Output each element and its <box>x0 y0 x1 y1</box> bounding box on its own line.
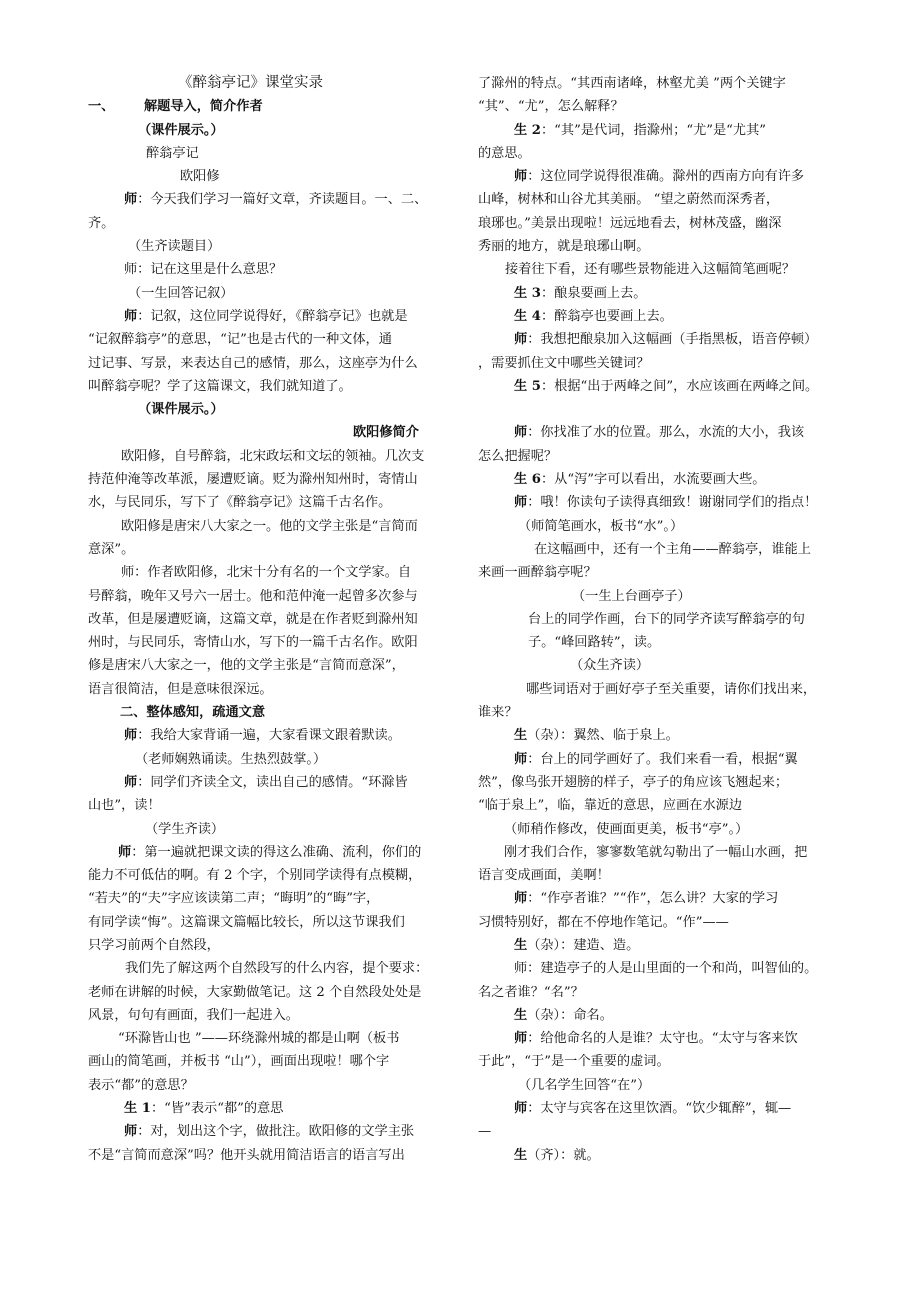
text-line <box>478 631 842 654</box>
line-text: （生齐读题目） <box>128 239 221 255</box>
text-line <box>478 165 842 188</box>
text-line <box>478 1050 842 1073</box>
text-line <box>88 119 440 142</box>
line-text: （几名学生回答“在”） <box>518 1077 651 1093</box>
line-text: （一生上台画亭子） <box>572 588 691 604</box>
text-line <box>88 561 440 584</box>
text-line <box>88 258 440 281</box>
line-text: （一生回答记叙） <box>128 285 234 301</box>
line-text: （齐）：就。 <box>527 1147 600 1163</box>
line-text: （杂）：建造、造。 <box>527 937 640 953</box>
text-line <box>88 957 440 980</box>
speaker-label: 生 4 <box>514 308 541 324</box>
speaker-label: 师 <box>124 774 138 790</box>
speaker-label: 师 <box>514 751 528 767</box>
line-text: 齐。 <box>88 215 115 231</box>
text-line <box>88 1027 440 1050</box>
line-text: （课件展示。） <box>138 402 224 418</box>
speaker-label: 师 <box>124 192 138 208</box>
text-line <box>478 1027 842 1050</box>
speaker-label: 生 2 <box>514 122 541 138</box>
speaker-label: 生 <box>514 937 528 953</box>
line-text: 意深”。 <box>88 541 135 557</box>
speaker-label: 师 <box>118 844 132 860</box>
text-line <box>88 887 440 910</box>
line-text: 语言变成画面，美啊！ <box>478 868 610 884</box>
line-text: 台上的同学作画，台下的同学齐读写醉翁亭的句 <box>528 611 805 627</box>
text-line <box>478 748 842 771</box>
line-text: 表示“都”的意思？ <box>88 1077 194 1093</box>
line-text: 接着往下看，还有哪些景物能进入这幅简笔画呢？ <box>505 262 796 278</box>
speaker-label: 师 <box>514 332 528 348</box>
text-line <box>478 188 842 211</box>
text-line <box>88 794 440 817</box>
line-text: 能力不可低估的啊。有 2 个字，个别同学读得有点模糊， <box>88 868 422 884</box>
line-text: 琅琊也。”美景出现啦！远远地看去，树林茂盛，幽深 <box>478 215 782 231</box>
line-text: 师：建造亭子的人是山里面的一个和尚，叫智仙的。 <box>514 961 818 977</box>
speaker-label: 生 3 <box>514 285 541 301</box>
line-text: 山峰，树林和山谷尤其美丽。 “望之蔚然而深秀者， <box>478 192 780 208</box>
left-column <box>88 72 440 1167</box>
line-text: （课件展示。） <box>138 122 224 138</box>
text-line <box>88 981 440 1004</box>
speaker-label: 生 6 <box>514 472 541 488</box>
line-text: 叫醉翁亭呢？学了这篇课文，我们就知道了。 <box>88 378 352 394</box>
text-line <box>88 142 440 165</box>
line-text: “临于泉上”，临，靠近的意思，应画在水源边 <box>478 798 743 814</box>
text-line <box>478 375 842 398</box>
text-line <box>478 1004 842 1027</box>
line-text: 山也”，读！ <box>88 798 161 814</box>
text-line <box>478 1144 842 1167</box>
line-text: 习惯特别好，都在不停地作笔记。“作”—— <box>478 914 729 930</box>
line-text: 于此”，“于”是一个重要的虚词。 <box>478 1054 670 1070</box>
speaker-label: 师 <box>514 1101 528 1117</box>
text-line <box>88 724 440 747</box>
text-line <box>478 142 842 165</box>
speaker-label: 师 <box>514 891 528 907</box>
text-line <box>478 212 842 235</box>
text-line <box>478 561 842 584</box>
line-text: ：记叙，这位同学说得好，《醉翁亭记》也就是 <box>137 308 408 324</box>
text-line <box>478 887 842 910</box>
line-text: （杂）：翼然、临于泉上。 <box>527 728 679 744</box>
text-line <box>88 491 440 514</box>
text-line <box>88 165 440 188</box>
line-text: 的意思。 <box>478 145 531 161</box>
line-text: 秀丽的地方，就是琅琊山啊。 <box>478 239 650 255</box>
line-text: ：对，划出这个字，做批注。欧阳修的文学主张 <box>137 1124 415 1140</box>
line-text: 只学习前两个自然段， <box>88 937 220 953</box>
line-text: “记叙醉翁亭”的意思，“记”也是古代的一种文体，通 <box>88 332 392 348</box>
text-line <box>88 585 440 608</box>
line-text: 过记事、写景，来表达自己的感情，那么，这座亭为什么 <box>88 355 418 371</box>
text-line <box>478 72 842 95</box>
text-line <box>478 1120 842 1143</box>
text-line <box>88 235 440 258</box>
text-line <box>478 305 842 328</box>
text-line <box>88 771 440 794</box>
line-text: 了滁州的特点。“其西南诸峰，林壑尤美 ”两个关键字 <box>478 76 786 91</box>
line-text: 州时，与民同乐，寄情山水，写下的一篇千古名作。欧阳 <box>88 635 418 651</box>
line-text: ，需要抓住文中哪些关键词？ <box>478 355 650 371</box>
line-text: 解题导入，简介作者 <box>144 99 263 115</box>
text-line <box>88 282 440 305</box>
speaker-label: 生 1 <box>124 1101 151 1117</box>
text-line <box>478 282 842 305</box>
text-line <box>478 957 842 980</box>
text-line <box>478 95 842 118</box>
text-line <box>478 258 842 281</box>
line-text: 修是唐宋八大家之一，他的文学主张是“言简而意深”， <box>88 658 405 674</box>
line-text: “其”、“尤”，怎么解释？ <box>478 99 624 115</box>
text-line <box>88 911 440 934</box>
text-line <box>88 934 440 957</box>
line-text: 师：作者欧阳修，北宋十分有名的一个文学家。自 <box>121 565 412 581</box>
line-text: ：根据“出于两峰之间”，水应该画在两峰之间。 <box>540 378 819 394</box>
text-line <box>478 794 842 817</box>
line-text: ：哦！你读句子读得真细致！谢谢同学们的指点！ <box>527 495 818 511</box>
line-text: — <box>478 1124 492 1140</box>
line-text: （学生齐读） <box>145 821 225 837</box>
line-text: ：酿泉要画上去。 <box>540 285 647 301</box>
line-text: 改革，但是屡遭贬谪，这篇文章，就是在作者贬到滁州知 <box>88 611 418 627</box>
text-line <box>88 864 440 887</box>
text-line <box>88 375 440 398</box>
line-text: ：第一遍就把课文读的得这么准确、流利，你们的 <box>131 844 422 860</box>
text-line <box>478 654 842 677</box>
line-text: （师简笔画水，板书“水”。） <box>518 518 684 534</box>
text-line <box>478 864 842 887</box>
line-text: 《醉翁亭记》课堂实录 <box>178 75 323 91</box>
line-text: 谁来？ <box>478 705 518 721</box>
text-line <box>88 1120 440 1143</box>
text-line <box>88 1074 440 1097</box>
text-line <box>478 771 842 794</box>
line-text: ：“作亭者谁？”“作”，怎么讲？大家的学习 <box>527 891 779 907</box>
line-text: ：这位同学说得很准确。滁州的西南方向有许多 <box>527 169 805 185</box>
line-text: 老师在讲解的时候，大家勤做笔记。这 2 个自然段处处是 <box>88 984 422 1000</box>
speaker-label: 师 <box>514 495 528 511</box>
line-text: ：同学们齐读全文，读出自己的感情。“环滁皆 <box>137 774 408 790</box>
text-line <box>88 608 440 631</box>
text-line <box>478 445 842 468</box>
text-line <box>478 911 842 934</box>
line-text: 画山的简笔画，并板书 “山”），画面出现啦！哪个字 <box>88 1054 390 1070</box>
line-text: 水，与民同乐，写下了《醉翁亭记》这篇千古名作。 <box>88 495 392 511</box>
line-text: 来画一画醉翁亭呢？ <box>478 565 597 581</box>
text-line <box>478 328 842 351</box>
text-line <box>478 538 842 561</box>
text-line <box>88 188 440 211</box>
speaker-label: 师 <box>514 169 528 185</box>
document-title <box>88 72 440 95</box>
line-text: ：给他命名的人是谁？太守也。“太守与客来饮 <box>527 1031 798 1047</box>
text-line <box>478 608 842 631</box>
line-text: 然”，像鸟张开翅膀的样子，亭子的角应该飞翘起来； <box>478 774 789 790</box>
line-text: （杂）：命名。 <box>527 1007 613 1023</box>
text-line <box>478 119 842 142</box>
line-text: 欧阳修是唐宋八大家之一。他的文学主张是“言简而 <box>121 518 418 534</box>
text-line <box>478 515 842 538</box>
line-text: ：我想把酿泉加入这幅画（手指黑板，语音停顿） <box>527 332 818 348</box>
line-text: 哪些词语对于画好亭子至关重要，请你们找出来， <box>526 681 817 697</box>
speaker-label: 师 <box>514 425 528 441</box>
text-line <box>478 701 842 724</box>
text-line <box>478 981 842 1004</box>
text-line <box>88 748 440 771</box>
line-text: 欧阳修简介 <box>353 425 419 441</box>
line-text: （众生齐读） <box>570 658 650 674</box>
text-line <box>478 1074 842 1097</box>
text-line <box>88 1004 440 1027</box>
line-text: “若夫”的“夫”字应该读第二声；“晦明”的“晦”字， <box>88 891 380 907</box>
line-text: 在这幅画中，还有一个主角——醉翁亭，谁能上 <box>534 541 811 557</box>
line-text: ：太守与宾客在这里饮酒。“饮少辄醉”，辄— <box>527 1101 792 1117</box>
speaker-label: 生 <box>514 1147 528 1163</box>
text-line <box>88 818 440 841</box>
right-column <box>478 72 842 1167</box>
line-text: ：我给大家背诵一遍，大家看课文跟着默读。 <box>137 728 401 744</box>
text-line <box>478 678 842 701</box>
speaker-label: 师 <box>124 728 138 744</box>
speaker-label: 师 <box>514 1031 528 1047</box>
text-line <box>88 654 440 677</box>
line-text: 持范仲淹等改革派，屡遭贬谪。贬为滁州知州时，寄情山 <box>88 472 418 488</box>
line-text: 子。“峰回路转”，读。 <box>528 635 661 651</box>
speaker-label: 生 <box>514 728 528 744</box>
line-text: 号醉翁，晚年又号六一居士。他和范仲淹一起曾多次参与 <box>88 588 418 604</box>
text-line <box>88 678 440 701</box>
line-text: ：“皆”表示“都”的意思 <box>150 1101 284 1117</box>
text-line <box>88 515 440 538</box>
line-text: 语言很简洁，但是意味很深远。 <box>88 681 273 697</box>
text-line <box>478 724 842 747</box>
line-text: ：台上的同学画好了。我们来看一看，根据“翼 <box>527 751 798 767</box>
section-number: 一、 <box>88 99 115 115</box>
text-line <box>88 212 440 235</box>
line-text: （老师娴熟诵读。生热烈鼓掌。） <box>135 751 327 767</box>
line-text: 刚才我们合作，寥寥数笔就勾勒出了一幅山水画，把 <box>504 844 808 860</box>
text-line <box>478 398 842 421</box>
text-line <box>88 398 440 421</box>
text-line <box>88 468 440 491</box>
text-line <box>478 235 842 258</box>
line-text: 欧阳修，自号醉翁，北宋政坛和文坛的领袖。几次支 <box>121 448 425 464</box>
line-text: 名之者谁？“名”？ <box>478 984 584 1000</box>
text-line <box>88 305 440 328</box>
text-line <box>478 585 842 608</box>
text-line <box>478 421 842 444</box>
text-line <box>478 1097 842 1120</box>
line-text: ：醉翁亭也要画上去。 <box>540 308 673 324</box>
text-line <box>88 352 440 375</box>
section-heading <box>88 95 440 118</box>
line-text: ：从“泻”字可以看出，水流要画大些。 <box>540 472 766 488</box>
speaker-label: 生 5 <box>514 378 541 394</box>
text-line <box>478 818 842 841</box>
text-line <box>88 1144 440 1167</box>
line-text: 师：记在这里是什么意思？ <box>124 262 283 278</box>
line-text: 醉翁亭记 <box>146 145 199 161</box>
text-line <box>478 352 842 375</box>
line-text: 怎么把握呢？ <box>478 448 558 464</box>
line-text: ：“其”是代词，指滁州；“尤”是“尤其” <box>540 122 767 138</box>
line-text: ：今天我们学习一篇好文章，齐读题目。一、二、 <box>137 192 428 208</box>
line-text: “环滁皆山也 ”——环绕滁州城的都是山啊（板书 <box>118 1031 400 1047</box>
text-line <box>88 1097 440 1120</box>
text-line <box>88 1050 440 1073</box>
line-text: 不是“言简而意深”吗？他开头就用简洁语言的语言写出 <box>88 1147 405 1163</box>
text-line <box>88 631 440 654</box>
line-text: 欧阳修 <box>180 169 220 185</box>
text-line <box>88 445 440 468</box>
line-text: （师稍作修改，使画面更美，板书“亭”。） <box>504 821 749 837</box>
line-text: 有同学读“悔”。这篇课文篇幅比较长，所以这节课我们 <box>88 914 405 930</box>
text-line <box>88 538 440 561</box>
text-line <box>88 328 440 351</box>
speaker-label: 师 <box>124 308 138 324</box>
text-line <box>478 841 842 864</box>
text-line <box>88 421 440 444</box>
speaker-label: 生 <box>514 1007 528 1023</box>
line-text: ：你找准了水的位置。那么，水流的大小，我该 <box>527 425 805 441</box>
line-text: 我们先了解这两个自然段写的什么内容，提个要求： <box>125 961 429 977</box>
line-text: 风景，句句有画面，我们一起进入。 <box>88 1007 299 1023</box>
text-line <box>478 491 842 514</box>
speaker-label: 师 <box>124 1124 138 1140</box>
text-line <box>88 841 440 864</box>
line-text: 二、整体感知，疏通文意 <box>120 705 266 721</box>
text-line <box>88 701 440 724</box>
text-line <box>478 934 842 957</box>
text-line <box>478 468 842 491</box>
